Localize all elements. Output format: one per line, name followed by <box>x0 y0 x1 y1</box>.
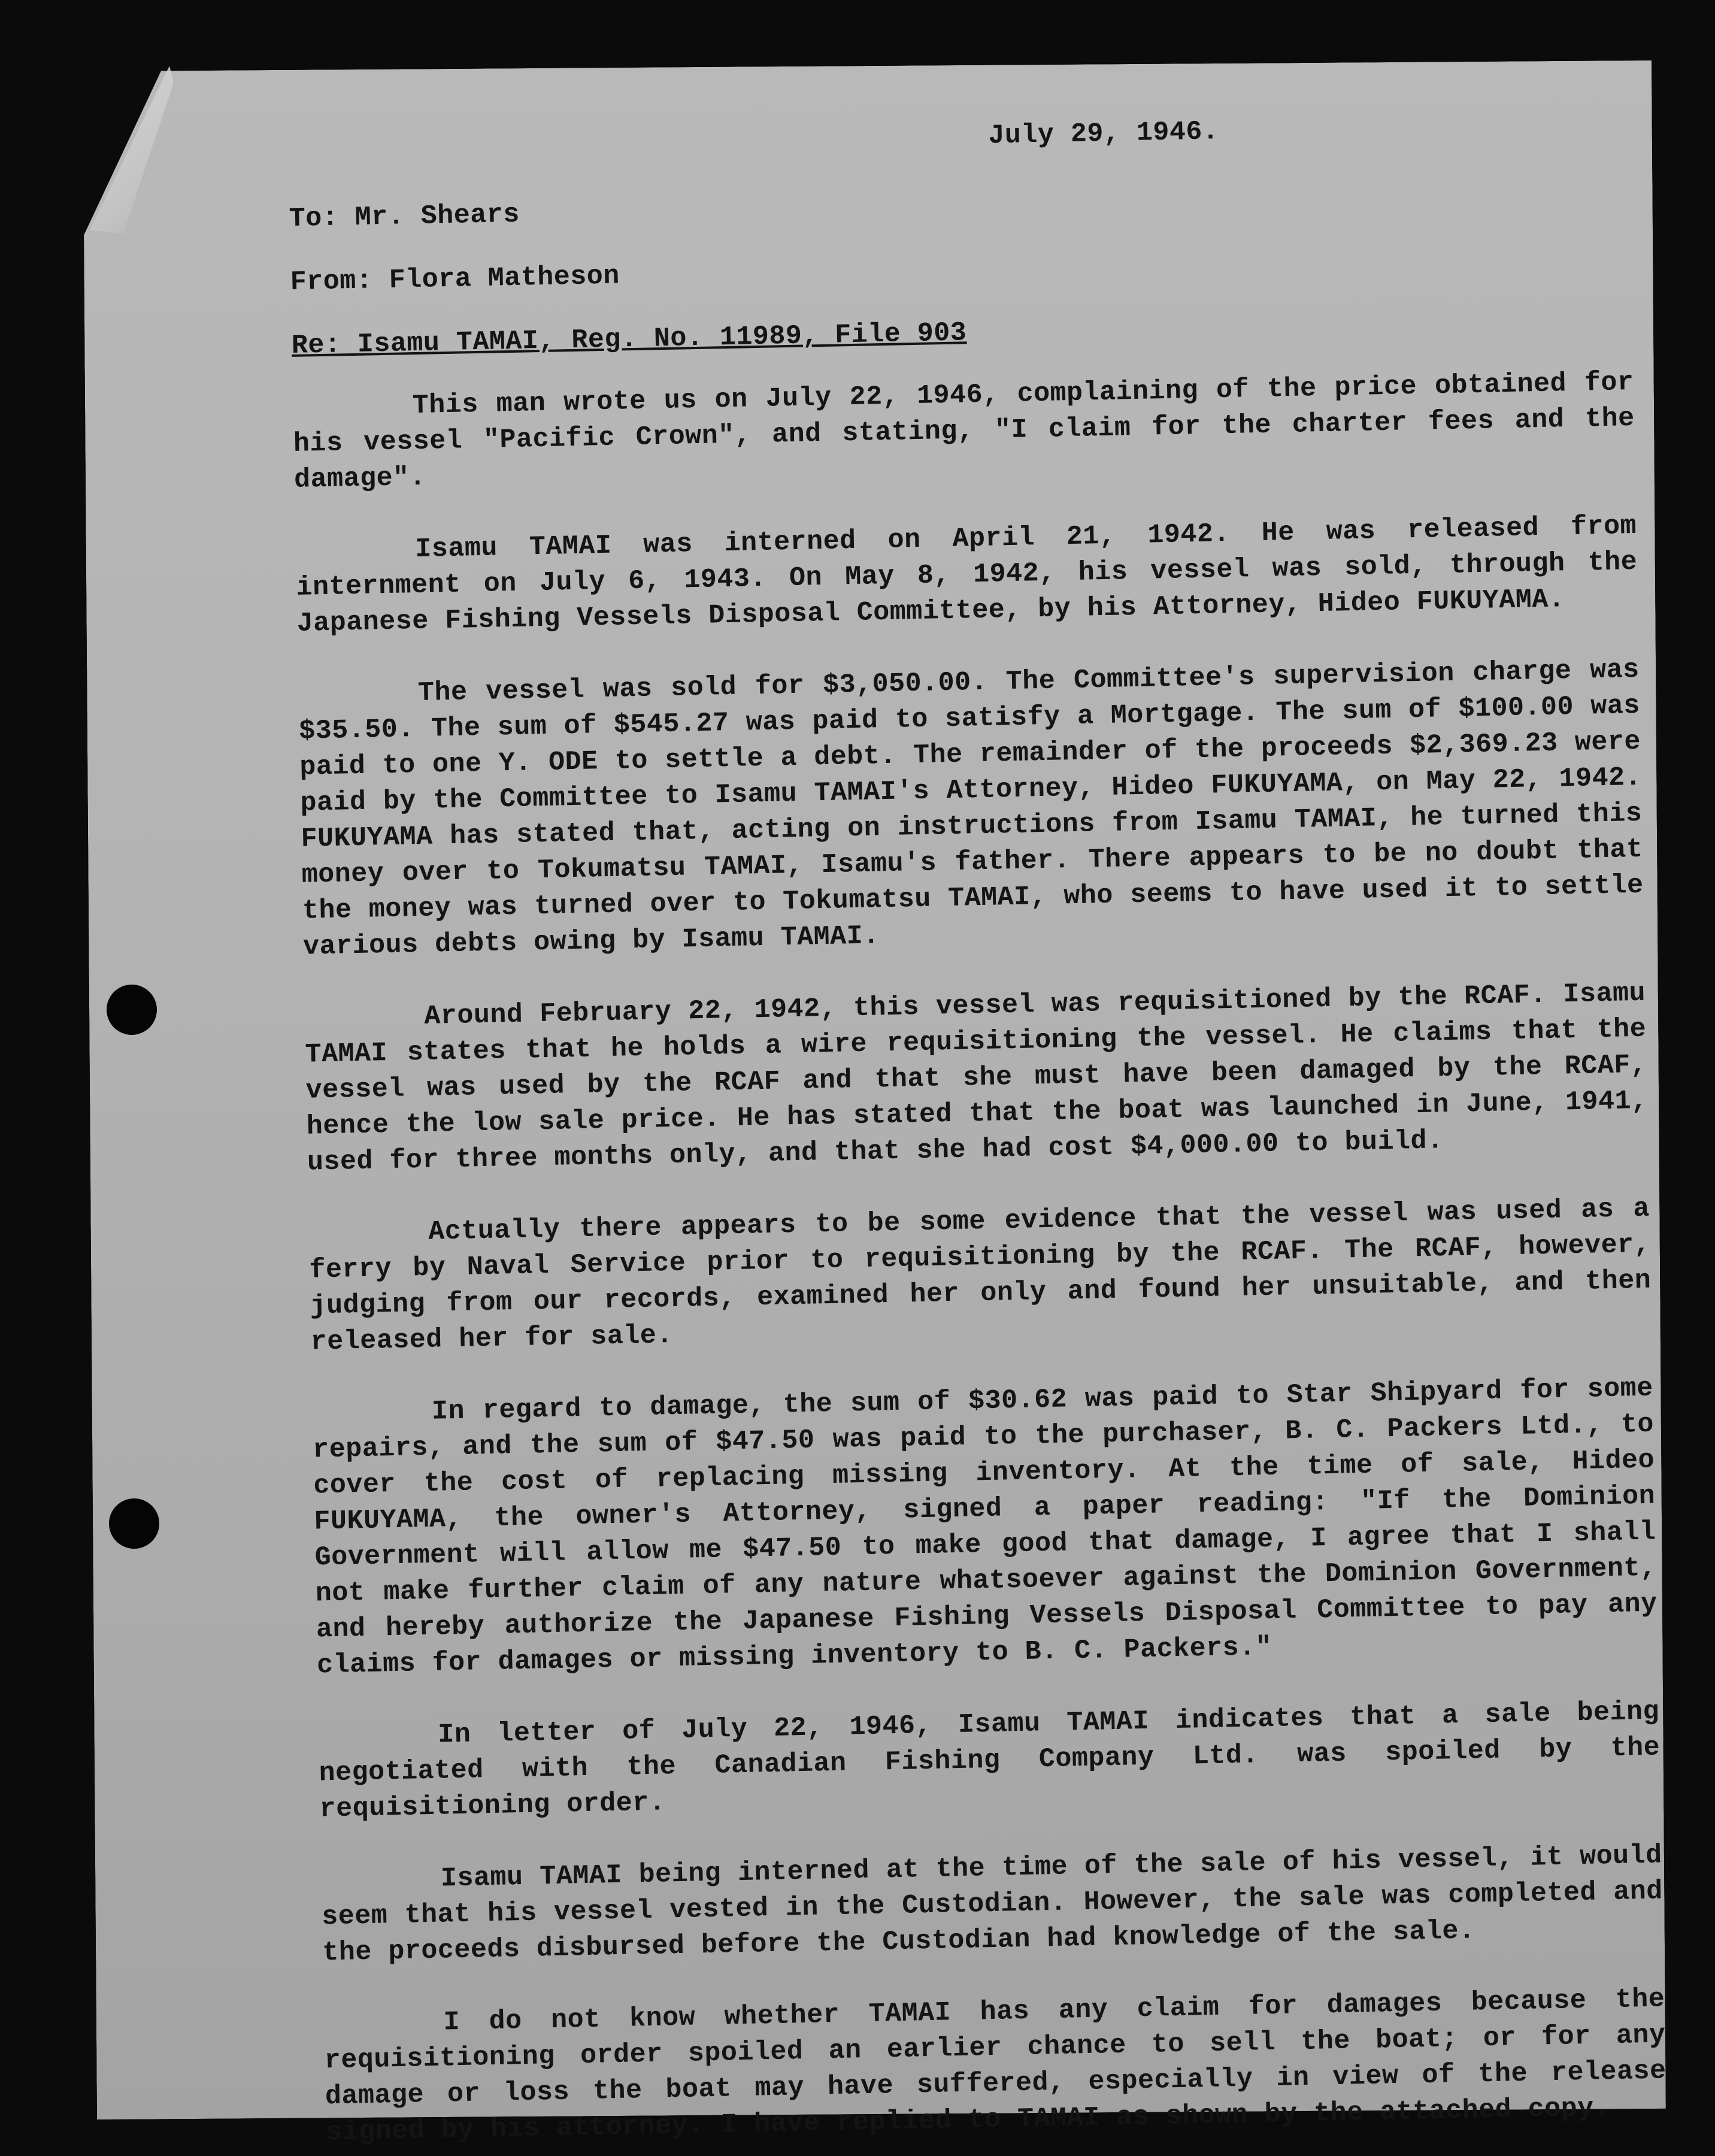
memo-paragraph: The vessel was sold for $3,050.00. The Committee's supervision charge was $35.50. The sum of $545.27 was paid to satisfy a Mortgage. The sum of $100.00 was paid to one Y. ODE to settle a debt. The remainder of the proceeds $2,369.23 were paid by the Committee to Isamu TAMAI's Attorney, Hideo FUKUYAMA, on May 22, 1942. FUKUYAMA has stated that, acting on instructions from Isamu TAMAI, he turned this money over to Tokumatsu TAMAI, Isamu's father. There appears to be no doubt that the money was turned over to Tokumatsu TAMAI, who seems to have used it to settle various debts owing by Isamu TAMAI. <box>298 654 1644 962</box>
memo-date: July 29, 1946. <box>987 116 1219 152</box>
memo-paragraph: This man wrote us on July 22, 1946, complaining of the price obtained for his vessel "Pacific Crown", and stating, "I claim for the charter fees and the damage". <box>293 367 1635 495</box>
memo-paragraph: Around February 22, 1942, this vessel was requisitioned by the RCAF. Isamu TAMAI states that he holds a wire requisitioning the vessel. He claims that the vessel was used by the RCAF and that she must have been damaged by the RCAF, hence the low sale price. He has stated that the boat was launched in June, 1941, used for three months only, and that she had cost $4,000.00 to build. <box>305 977 1648 1178</box>
memo-paragraph: In regard to damage, the sum of $30.62 was paid to Star Shipyard for some repairs, and the sum of $47.50 was paid to the purchaser, B. C. Packers Ltd., to cover the cost of replacing missing inventory. At the time of sale, Hideo FUKUYAMA, the owner's Attorney, signed a paper reading: "If the Dominion Government will allow me $47.50 to make good that damage, I agree that I shall not make further claim of any nature whatsoever against the Dominion Government, and hereby authorize the Japanese Fishing Vessels Disposal Committee to pay any claims for damages or missing inventory to B. C. Packers." <box>312 1373 1658 1681</box>
memo-paragraph: Actually there appears to be some evidence that the vessel was used as a ferry by Naval Service prior to requisitioning by the RCAF. The RCAF, however, judging from our records, examined her only and found her unsuitable, and then released her for sale. <box>309 1193 1652 1358</box>
punch-hole <box>107 985 157 1035</box>
memo-subject: Re: Isamu TAMAI, Reg. No. 11989, File 903 <box>291 317 967 361</box>
memo-paragraph: In letter of July 22, 1946, Isamu TAMAI indicates that a sale being negotiated with the Canadian Fishing Company Ltd. was spoiled by the requisitioning order. <box>319 1696 1661 1825</box>
memo-paragraph: Isamu TAMAI being interned at the time of the sale of his vessel, it would seem that his vessel vested in the Custodian. However, the sale was completed and the proceeds disbursed before the Custodian had knowledge of the sale. <box>321 1840 1664 1969</box>
memo-paragraph: Isamu TAMAI was interned on April 21, 1942. He was released from internment on July 6, 1943. On May 8, 1942, his vessel was sold, through the Japanese Fishing Vessels Disposal Committee, by his Attorney, Hideo FUKUYAMA. <box>296 510 1638 639</box>
memo-from: From: Flora Matheson <box>290 261 620 298</box>
memo-body <box>287 106 1670 2156</box>
memo-to: To: Mr. Shears <box>289 199 520 234</box>
memo-paragraph: I do not know whether TAMAI has any claim for damages because the requisitioning order spoiled an earlier chance to sell the boat; or for any damage or loss the boat may have suffered, especially in view of the release signed by his attorney. I have replied to TAMAI as shown by the attached copy. <box>324 1984 1667 2148</box>
punch-hole <box>109 1498 159 1549</box>
